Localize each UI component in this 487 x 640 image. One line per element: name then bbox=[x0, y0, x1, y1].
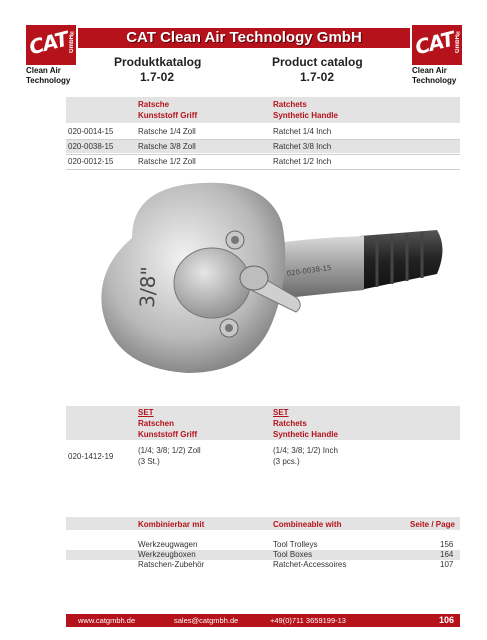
logo-text: CAT bbox=[26, 26, 71, 60]
title-line: Synthetic Handle bbox=[273, 430, 338, 439]
title-line: Kunststoff Griff bbox=[138, 111, 198, 120]
company-logo-right bbox=[412, 25, 464, 85]
set-sizes-de: (1/4; 3/8; 1/2) Zoll bbox=[138, 446, 201, 455]
handle-stamp: 020-0038-15 bbox=[286, 263, 332, 278]
logo-gmbh: GmbH® bbox=[69, 29, 75, 53]
catalog-number-de: 1.7-02 bbox=[140, 70, 175, 84]
logo-subtitle-1: Clean Air bbox=[26, 66, 61, 75]
section-title-en bbox=[273, 99, 338, 121]
ratchet-photo bbox=[92, 178, 452, 383]
section-header-background bbox=[66, 97, 460, 123]
title-line: Synthetic Handle bbox=[273, 111, 338, 120]
row-divider bbox=[66, 154, 460, 155]
combine-item-en: Tool Trolleys bbox=[273, 540, 318, 549]
article-name-de: Ratsche 1/4 Zoll bbox=[138, 127, 196, 136]
set-header-background bbox=[66, 406, 460, 440]
catalog-title-en: Product catalog bbox=[272, 55, 363, 69]
set-title-de bbox=[138, 407, 197, 440]
section-title-de bbox=[138, 99, 197, 121]
logo-subtitle-2: Technology bbox=[412, 76, 457, 85]
logo-subtitle-1: Clean Air bbox=[412, 66, 447, 75]
set-article-code: 020-1412-19 bbox=[68, 452, 114, 461]
combine-head-page: Seite / Page bbox=[410, 520, 455, 529]
logo-text: CAT bbox=[412, 26, 457, 60]
set-label-en: SET bbox=[273, 408, 289, 417]
table-row-shade bbox=[66, 550, 460, 560]
combine-item-de: Werkzeugwagen bbox=[138, 540, 198, 549]
title-line: Ratchets bbox=[273, 100, 307, 109]
combine-item-en: Ratchet-Accessoires bbox=[273, 560, 347, 569]
combine-header-background bbox=[66, 517, 460, 530]
title-line: Ratschen bbox=[138, 419, 175, 428]
article-code: 020-0012-15 bbox=[68, 157, 114, 166]
page-footer bbox=[66, 614, 460, 627]
lever-pivot bbox=[240, 266, 268, 290]
combine-item-de: Ratschen-Zubehör bbox=[138, 560, 205, 569]
article-name-en: Ratchet 1/4 Inch bbox=[273, 127, 332, 136]
combine-item-en: Tool Boxes bbox=[273, 550, 313, 559]
logo-gmbh: GmbH® bbox=[455, 29, 461, 53]
screw-top-center bbox=[231, 236, 239, 244]
footer-website-link[interactable]: www.catgmbh.de bbox=[78, 616, 136, 625]
catalog-number-en: 1.7-02 bbox=[300, 70, 335, 84]
set-qty-de: (3 St.) bbox=[138, 457, 160, 466]
logo-mark bbox=[26, 25, 76, 65]
combine-item-de: Werkzeugboxen bbox=[138, 550, 196, 559]
company-banner: CAT Clean Air Technology GmbH bbox=[78, 28, 410, 48]
logo-subtitle-2: Technology bbox=[26, 76, 71, 85]
footer-phone: +49(0)711 3659199-13 bbox=[270, 616, 346, 625]
logo-mark bbox=[412, 25, 462, 65]
article-code: 020-0038-15 bbox=[68, 142, 114, 151]
combine-head-en: Combineable with bbox=[273, 520, 342, 529]
article-name-en: Ratchet 3/8 Inch bbox=[273, 142, 332, 151]
title-line: Ratchets bbox=[273, 419, 307, 428]
title-line: Kunststoff Griff bbox=[138, 430, 198, 439]
drive-plate bbox=[174, 248, 250, 318]
combine-item-page: 164 bbox=[440, 550, 454, 559]
table-row-shade bbox=[66, 140, 460, 153]
screw-bottom-center bbox=[225, 324, 233, 332]
company-logo-left bbox=[26, 25, 78, 85]
article-name-de: Ratsche 1/2 Zoll bbox=[138, 157, 196, 166]
catalog-title-de: Produktkatalog bbox=[114, 55, 202, 69]
set-title-en bbox=[273, 407, 338, 440]
title-line: Ratsche bbox=[138, 100, 170, 109]
article-code: 020-0014-15 bbox=[68, 127, 114, 136]
set-label-de: SET bbox=[138, 408, 154, 417]
combine-item-page: 156 bbox=[440, 540, 454, 549]
size-engraving: 3/8" bbox=[135, 265, 161, 309]
combine-head-de: Kombinierbar mit bbox=[138, 520, 205, 529]
set-qty-en: (3 pcs.) bbox=[273, 457, 300, 466]
handle-grip bbox=[360, 230, 443, 290]
article-name-en: Ratchet 1/2 Inch bbox=[273, 157, 332, 166]
combine-item-page: 107 bbox=[440, 560, 454, 569]
set-sizes-en: (1/4; 3/8; 1/2) Inch bbox=[273, 446, 338, 455]
row-divider bbox=[66, 169, 460, 170]
page-number: 106 bbox=[438, 615, 454, 625]
article-name-de: Ratsche 3/8 Zoll bbox=[138, 142, 196, 151]
footer-email-link[interactable]: sales@catgmbh.de bbox=[174, 616, 239, 625]
